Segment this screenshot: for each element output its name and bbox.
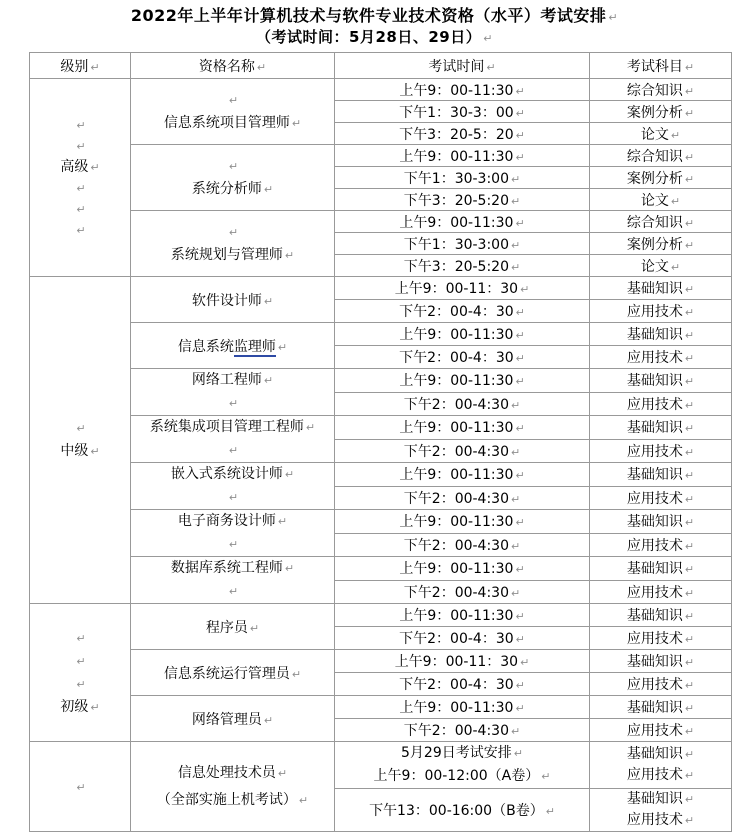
time-cell — [335, 557, 590, 581]
page-subtitle — [0, 27, 749, 47]
time-text: 上午9：00-11:30 — [399, 420, 514, 437]
subject-cell — [590, 123, 732, 145]
paragraph-mark: ↵ — [515, 84, 525, 98]
paragraph-mark: ↵ — [263, 713, 274, 727]
time-cell — [335, 650, 590, 673]
subject-text: 应用技术 — [626, 490, 683, 507]
subject-cell — [590, 323, 732, 346]
subject-cell — [590, 742, 732, 789]
time-cell — [335, 189, 590, 211]
paragraph-mark: ↵ — [486, 60, 496, 74]
subject-cell — [590, 789, 732, 832]
subject-text: 论文 — [640, 126, 669, 143]
subject-cell — [590, 696, 732, 719]
time-text: 上午9：00-11:30 — [399, 608, 514, 624]
subject-cell — [590, 277, 732, 300]
subject-cell — [590, 145, 732, 167]
time-text: 上午9：00-11:30 — [399, 373, 514, 390]
paragraph-mark: ↵ — [684, 748, 695, 761]
paragraph-mark: ↵ — [76, 139, 86, 153]
paragraph-mark: ↵ — [515, 150, 525, 164]
time-cell — [335, 696, 590, 719]
paragraph-mark: ↵ — [90, 60, 100, 74]
paragraph-mark: ↵ — [684, 445, 695, 459]
subject-text: 应用技术 — [626, 443, 683, 460]
time-text: 上午9：00-11:30 — [399, 561, 514, 578]
paragraph-mark: ↵ — [515, 563, 525, 577]
subject-cell — [590, 101, 732, 123]
time-cell — [335, 533, 590, 557]
time-text: 上午9：00-11:30 — [399, 82, 514, 99]
subject-cell — [590, 392, 732, 416]
paragraph-mark: ↵ — [511, 194, 521, 208]
subject-cell — [590, 346, 732, 369]
time-text: 下午2：00-4：30 — [399, 350, 514, 366]
paragraph-mark: ↵ — [684, 106, 695, 120]
subject-text: 基础知识 — [626, 746, 683, 762]
subject-text: 基础知识 — [626, 420, 683, 437]
qual-name-cell — [131, 463, 335, 510]
page-title-text: 2022年上半年计算机技术与软件专业技术资格（水平）考试安排 — [130, 6, 607, 25]
time-text: 下午13：00-16:00（B卷） — [369, 803, 544, 819]
time-cell — [335, 233, 590, 255]
paragraph-mark: ↵ — [684, 329, 695, 342]
subject-text: 基础知识 — [626, 654, 683, 670]
table-row — [30, 323, 732, 346]
qual-name: 信息处理技术员 — [177, 764, 276, 781]
qual-name-cell — [131, 650, 335, 696]
subject-text: 应用技术 — [626, 396, 683, 413]
paragraph-mark: ↵ — [263, 374, 274, 387]
paragraph-mark: ↵ — [90, 700, 100, 714]
time-cell — [335, 167, 590, 189]
paragraph-mark: ↵ — [76, 677, 86, 691]
qual-name: 软件设计师 — [191, 292, 262, 309]
paragraph-mark: ↵ — [228, 444, 239, 457]
table-row — [30, 145, 732, 167]
paragraph-mark: ↵ — [541, 770, 551, 783]
paragraph-mark: ↵ — [684, 398, 695, 412]
time-text: 下午2：00-4：30 — [399, 304, 514, 320]
time-text: 下午3：20-5：20 — [399, 126, 514, 143]
time-cell — [335, 255, 590, 277]
subject-cell — [590, 627, 732, 650]
time-text: 5月29日考试安排 — [401, 745, 512, 761]
time-cell — [335, 79, 590, 101]
level-label: 高级 — [60, 158, 89, 175]
paragraph-mark: ↵ — [684, 610, 695, 623]
qual-name-cell — [131, 277, 335, 323]
time-cell — [335, 719, 590, 742]
subject-cell — [590, 439, 732, 463]
paragraph-mark: ↵ — [684, 633, 695, 646]
subject-cell — [590, 486, 732, 510]
qual-name-cell — [131, 557, 335, 604]
paragraph-mark: ↵ — [684, 238, 695, 252]
qual-name-cell — [131, 145, 335, 211]
subject-text: 案例分析 — [626, 170, 683, 187]
paragraph-mark: ↵ — [684, 725, 695, 738]
table-row — [30, 604, 732, 627]
exam-schedule-table — [29, 52, 732, 832]
time-text: 下午2：00-4:30 — [403, 490, 509, 507]
time-cell — [335, 300, 590, 323]
table-row — [30, 696, 732, 719]
paragraph-mark: ↵ — [90, 445, 100, 458]
subject-text: 基础知识 — [626, 514, 683, 531]
subject-cell — [590, 233, 732, 255]
time-text: 上午9：00-11:30 — [399, 327, 514, 343]
time-cell — [335, 742, 590, 789]
header-cell-name — [131, 53, 335, 79]
subject-cell — [590, 416, 732, 440]
level-label: 初级 — [60, 698, 89, 715]
table-row — [30, 277, 732, 300]
time-text: 下午2：00-4:30 — [403, 723, 509, 739]
time-text: 下午2：00-4:30 — [403, 537, 509, 554]
subject-cell — [590, 650, 732, 673]
qual-name-note: （全部实施上机考试） — [156, 791, 297, 808]
time-cell — [335, 392, 590, 416]
paragraph-mark: ↵ — [684, 814, 695, 827]
qual-name-cell — [131, 604, 335, 650]
paragraph-mark: ↵ — [515, 128, 525, 142]
paragraph-mark: ↵ — [511, 539, 521, 553]
qual-name: 系统分析师 — [191, 180, 262, 197]
time-text: 下午2：00-4：30 — [399, 677, 514, 693]
time-text: 上午9：00-11：30 — [394, 281, 519, 297]
paragraph-mark: ↵ — [511, 398, 521, 412]
time-text: 下午1：30-3:00 — [403, 236, 509, 253]
qual-name: 电子商务设计师 — [177, 513, 276, 529]
subject-cell — [590, 167, 732, 189]
subject-text: 基础知识 — [626, 608, 683, 624]
paragraph-mark: ↵ — [515, 702, 525, 715]
paragraph-mark: ↵ — [515, 329, 525, 342]
time-text: 下午3：20-5:20 — [403, 192, 509, 209]
paragraph-mark: ↵ — [515, 422, 525, 436]
time-text: 上午9：00-11：30 — [394, 654, 519, 670]
subject-cell — [590, 300, 732, 323]
subject-cell — [590, 79, 732, 101]
paragraph-mark: ↵ — [228, 93, 239, 107]
paragraph-mark: ↵ — [228, 491, 239, 504]
paragraph-mark: ↵ — [684, 306, 695, 319]
paragraph-mark: ↵ — [670, 260, 681, 274]
subject-text: 应用技术 — [626, 677, 683, 693]
subject-text: 综合知识 — [626, 214, 683, 231]
paragraph-mark: ↵ — [515, 516, 525, 530]
time-text: 上午9：00-11:30 — [399, 148, 514, 165]
level-cell-middle — [30, 277, 131, 604]
paragraph-mark: ↵ — [515, 216, 525, 230]
time-text: 下午2：00-4：30 — [399, 631, 514, 647]
table-row — [30, 650, 732, 673]
paragraph-mark: ↵ — [228, 159, 239, 173]
time-cell — [335, 673, 590, 696]
subject-text: 案例分析 — [626, 236, 683, 253]
paragraph-mark: ↵ — [520, 656, 530, 669]
subject-text: 应用技术 — [626, 304, 683, 320]
table-row — [30, 211, 732, 233]
paragraph-mark: ↵ — [684, 586, 695, 600]
qual-name: 程序员 — [205, 619, 248, 636]
table-header-row — [30, 53, 732, 79]
page-subtitle-text: （考试时间：5月28日、29日） — [256, 28, 482, 46]
level-label: 中级 — [60, 443, 89, 459]
subject-text: 应用技术 — [626, 723, 683, 739]
paragraph-mark: ↵ — [684, 656, 695, 669]
paragraph-mark: ↵ — [256, 60, 267, 74]
time-cell — [335, 211, 590, 233]
time-text: 上午9：00-11:30 — [399, 467, 514, 484]
paragraph-mark: ↵ — [284, 468, 295, 481]
subject-text: 应用技术 — [626, 584, 683, 601]
time-cell — [335, 123, 590, 145]
paragraph-mark: ↵ — [291, 116, 302, 130]
time-cell — [335, 369, 590, 393]
paragraph-mark: ↵ — [684, 172, 695, 186]
paragraph-mark: ↵ — [76, 422, 86, 435]
subject-text: 应用技术 — [626, 631, 683, 647]
subject-text: 综合知识 — [626, 148, 683, 165]
qual-name: 网络工程师 — [191, 372, 262, 388]
time-cell — [335, 416, 590, 440]
paragraph-mark: ↵ — [511, 238, 521, 252]
subject-text: 基础知识 — [626, 561, 683, 578]
subject-cell — [590, 533, 732, 557]
subject-cell — [590, 510, 732, 534]
paragraph-mark: ↵ — [684, 216, 695, 230]
subject-text: 基础知识 — [626, 373, 683, 390]
paragraph-mark: ↵ — [277, 515, 288, 528]
time-cell — [335, 277, 590, 300]
qual-name-cell — [131, 79, 335, 145]
qual-name-cell — [131, 323, 335, 369]
subject-text: 基础知识 — [626, 281, 683, 297]
qual-name-cell — [131, 510, 335, 557]
time-cell — [335, 145, 590, 167]
table-row — [30, 510, 732, 534]
time-cell — [335, 510, 590, 534]
qual-name: 系统规划与管理师 — [170, 246, 283, 263]
paragraph-mark: ↵ — [284, 562, 295, 575]
subject-cell — [590, 463, 732, 487]
subject-text: 基础知识 — [626, 791, 683, 807]
time-cell — [335, 101, 590, 123]
paragraph-mark: ↵ — [76, 780, 86, 794]
paragraph-mark: ↵ — [684, 492, 695, 506]
paragraph-mark: ↵ — [263, 294, 274, 308]
time-text: 上午9：00-11:30 — [399, 214, 514, 231]
qual-name: 系统集成项目管理工程师 — [149, 419, 304, 435]
time-cell — [335, 789, 590, 832]
paragraph-mark: ↵ — [684, 516, 695, 530]
paragraph-mark: ↵ — [608, 11, 619, 24]
paragraph-mark: ↵ — [511, 725, 521, 738]
table-row — [30, 557, 732, 581]
time-text: 下午2：00-4:30 — [403, 443, 509, 460]
time-text: 下午1：30-3:00 — [403, 170, 509, 187]
time-text: 上午9：00-11:30 — [399, 514, 514, 531]
paragraph-mark: ↵ — [76, 181, 86, 195]
qual-name: 信息系统项目管理师 — [163, 114, 290, 131]
paragraph-mark: ↵ — [684, 563, 695, 577]
paragraph-mark: ↵ — [511, 586, 521, 600]
subject-text: 基础知识 — [626, 700, 683, 716]
subject-text: 应用技术 — [626, 350, 683, 366]
paragraph-mark: ↵ — [684, 84, 695, 98]
subject-cell — [590, 557, 732, 581]
subject-cell — [590, 604, 732, 627]
time-cell — [335, 463, 590, 487]
paragraph-mark: ↵ — [520, 283, 530, 296]
paragraph-mark: ↵ — [511, 260, 521, 274]
qual-name-cell — [131, 211, 335, 277]
header-label: 级别 — [60, 58, 89, 75]
paragraph-mark: ↵ — [305, 421, 316, 434]
paragraph-mark: ↵ — [684, 702, 695, 715]
time-text: 上午9：00-11:30 — [399, 700, 514, 716]
subject-text: 应用技术 — [626, 767, 683, 783]
time-cell — [335, 604, 590, 627]
qual-name-cell — [131, 742, 335, 832]
qual-name-cell — [131, 416, 335, 463]
header-label: 考试科目 — [626, 58, 683, 75]
subject-text: 基础知识 — [626, 467, 683, 484]
subject-cell — [590, 255, 732, 277]
level-cell-senior — [30, 79, 131, 277]
table-row — [30, 79, 732, 101]
subject-text: 论文 — [640, 258, 669, 275]
paragraph-mark: ↵ — [670, 194, 681, 208]
qual-name: 嵌入式系统设计师 — [170, 466, 283, 482]
subject-text: 论文 — [640, 192, 669, 209]
paragraph-mark: ↵ — [515, 633, 525, 646]
subject-text: 应用技术 — [626, 537, 683, 554]
paragraph-mark: ↵ — [684, 60, 695, 74]
header-cell-subject — [590, 53, 732, 79]
table-row — [30, 463, 732, 487]
paragraph-mark: ↵ — [513, 747, 523, 760]
level-cell-special — [30, 742, 131, 832]
paragraph-mark: ↵ — [545, 805, 555, 818]
header-label: 资格名称 — [198, 58, 255, 75]
time-text: 下午2：00-4:30 — [403, 396, 509, 413]
paragraph-mark: ↵ — [76, 631, 86, 645]
paragraph-mark: ↵ — [515, 352, 525, 365]
subject-cell — [590, 673, 732, 696]
header-cell-level — [30, 53, 131, 79]
time-cell — [335, 346, 590, 369]
paragraph-mark: ↵ — [228, 585, 239, 598]
table-row — [30, 369, 732, 393]
page-title — [0, 0, 749, 27]
paragraph-mark: ↵ — [249, 621, 260, 635]
time-text: 上午9：00-12:00（A卷） — [373, 768, 540, 784]
subject-cell — [590, 189, 732, 211]
paragraph-mark: ↵ — [263, 182, 274, 196]
paragraph-mark: ↵ — [684, 422, 695, 436]
subject-cell — [590, 719, 732, 742]
underlined-text: 监理师 — [233, 338, 276, 355]
paragraph-mark: ↵ — [684, 150, 695, 164]
subject-text: 应用技术 — [626, 812, 683, 828]
paragraph-mark: ↵ — [76, 118, 86, 132]
paragraph-mark: ↵ — [515, 375, 525, 389]
subject-text: 案例分析 — [626, 104, 683, 121]
paragraph-mark: ↵ — [483, 32, 493, 45]
paragraph-mark: ↵ — [90, 160, 100, 174]
paragraph-mark: ↵ — [684, 469, 695, 483]
time-cell — [335, 486, 590, 510]
qual-name: 信息系统 — [177, 338, 234, 355]
time-cell — [335, 627, 590, 650]
table-row — [30, 416, 732, 440]
subject-cell — [590, 369, 732, 393]
time-text: 下午1：30-3：00 — [399, 104, 514, 121]
time-cell — [335, 580, 590, 604]
paragraph-mark: ↵ — [277, 340, 288, 354]
qual-name: 网络管理员 — [191, 711, 262, 728]
time-cell — [335, 323, 590, 346]
paragraph-mark: ↵ — [515, 679, 525, 692]
paragraph-mark: ↵ — [684, 539, 695, 553]
table-row — [30, 742, 732, 789]
paragraph-mark: ↵ — [511, 492, 521, 506]
paragraph-mark: ↵ — [284, 248, 295, 262]
paragraph-mark: ↵ — [298, 793, 309, 807]
qual-name: 信息系统运行管理员 — [163, 665, 290, 682]
paragraph-mark: ↵ — [684, 793, 695, 806]
paragraph-mark: ↵ — [511, 445, 521, 459]
paragraph-mark: ↵ — [277, 766, 288, 780]
qual-name-cell — [131, 696, 335, 742]
paragraph-mark: ↵ — [228, 397, 239, 410]
time-cell — [335, 439, 590, 463]
time-text: 下午3：20-5:20 — [403, 258, 509, 275]
subject-cell — [590, 211, 732, 233]
qual-name-cell — [131, 369, 335, 416]
paragraph-mark: ↵ — [684, 679, 695, 692]
paragraph-mark: ↵ — [511, 172, 521, 186]
subject-text: 综合知识 — [626, 82, 683, 99]
paragraph-mark: ↵ — [684, 352, 695, 365]
paragraph-mark: ↵ — [515, 306, 525, 319]
paragraph-mark: ↵ — [670, 128, 681, 142]
paragraph-mark: ↵ — [291, 667, 302, 681]
level-cell-junior — [30, 604, 131, 742]
subject-text: 基础知识 — [626, 327, 683, 343]
paragraph-mark: ↵ — [684, 375, 695, 389]
paragraph-mark: ↵ — [228, 538, 239, 551]
paragraph-mark: ↵ — [515, 469, 525, 483]
paragraph-mark: ↵ — [684, 769, 695, 782]
paragraph-mark: ↵ — [515, 106, 525, 120]
paragraph-mark: ↵ — [76, 223, 86, 237]
subject-cell — [590, 580, 732, 604]
paragraph-mark: ↵ — [76, 654, 86, 668]
header-cell-time — [335, 53, 590, 79]
qual-name: 数据库系统工程师 — [170, 560, 283, 576]
paragraph-mark: ↵ — [684, 283, 695, 296]
time-text: 下午2：00-4:30 — [403, 584, 509, 601]
paragraph-mark: ↵ — [515, 610, 525, 623]
paragraph-mark: ↵ — [76, 202, 86, 216]
header-label: 考试时间 — [428, 58, 485, 75]
paragraph-mark: ↵ — [228, 225, 239, 239]
